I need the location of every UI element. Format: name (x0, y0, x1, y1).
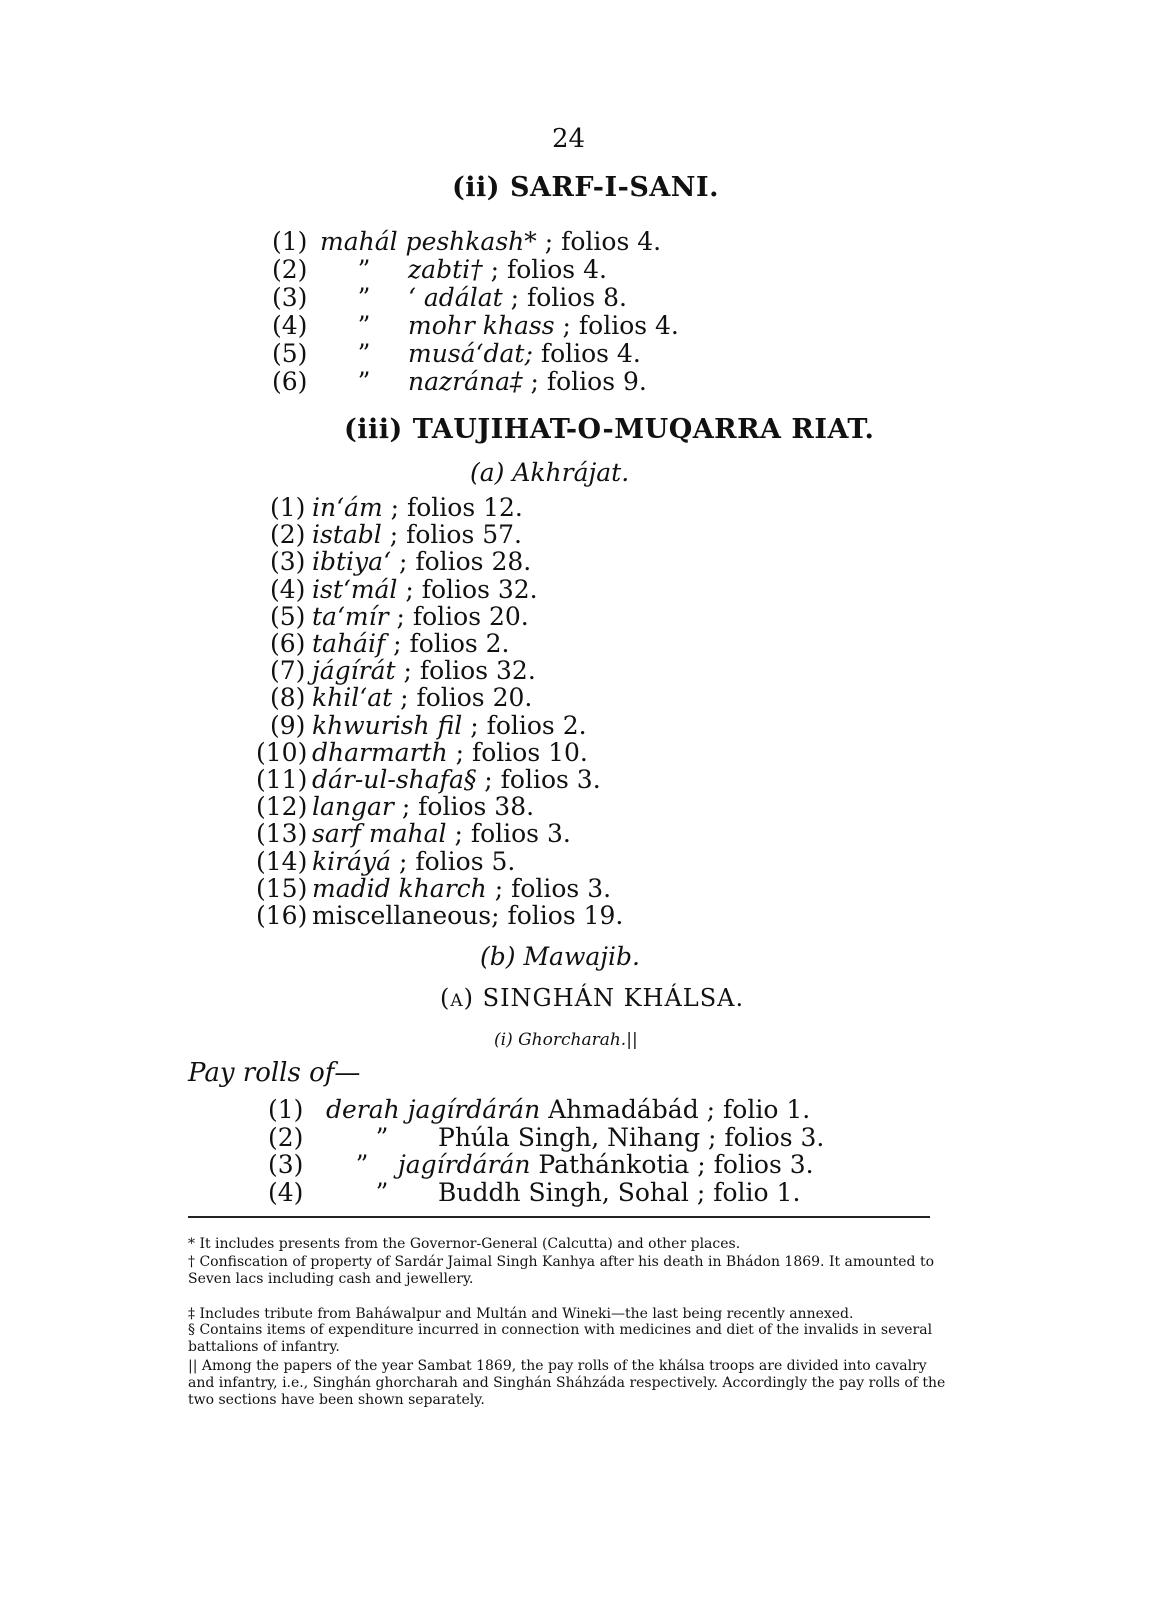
subheading-ghorcharah: (i) Ghorcharah.|| (494, 1030, 638, 1050)
entry-term: dharmarth (312, 737, 456, 767)
ditto-mark: ” (357, 311, 371, 340)
taujihat-entry (270, 548, 531, 576)
entry-folios: ; folios 10. (455, 737, 588, 767)
entry-number: (14) (256, 846, 308, 876)
entry-number: (4) (270, 574, 306, 604)
entry-folios: ; folios 3. (494, 873, 612, 903)
entry-number: (9) (270, 710, 306, 740)
pay-rolls-label: Pay rolls of— (188, 1058, 361, 1088)
entry-number: (2) (270, 520, 306, 550)
entry-term: mahál peshkash* (320, 227, 545, 256)
entry-term: khwurish fil (312, 710, 471, 740)
taujihat-entry (256, 766, 601, 794)
entry-number: (12) (256, 792, 308, 822)
entry-term: derah jagírdárán (326, 1095, 549, 1124)
subheading-mawajib: (b) Mawajib. (480, 942, 640, 971)
entry-folios: ; folios 20. (400, 683, 533, 713)
entry-number: (2) (272, 255, 308, 284)
entry-number: (8) (270, 683, 306, 713)
taujihat-entry (256, 820, 571, 848)
entry-number: (1) (272, 227, 308, 256)
entry-number: (3) (270, 547, 306, 577)
ditto-mark: ” (375, 1177, 389, 1207)
entry-folios: ; folios 4. (544, 227, 662, 256)
entry-term: zabti† (408, 255, 491, 284)
entry-term: ta‘mír (312, 601, 397, 631)
entry-term: jágírát (312, 656, 404, 686)
entry-folios: miscellaneous; folios 19. (312, 901, 624, 930)
entry-number: (2) (268, 1122, 304, 1152)
footnote: ‡ Includes tribute from Baháwalpur and Multán and Wineki—the last being recently annexed. (188, 1306, 854, 1322)
ditto-mark: ” (357, 255, 371, 284)
ditto-mark: ” (357, 367, 371, 396)
entry-number: (15) (256, 873, 308, 903)
entry-number: (16) (256, 901, 308, 930)
ditto-mark: ” (357, 283, 371, 312)
entry-folios: ; folios 28. (398, 547, 532, 577)
entry-number: (13) (256, 819, 308, 849)
footnote: § Contains items of expenditure incurred in connection with medicines and diet of the invalids in several battalions of infantry. (188, 1322, 933, 1355)
entry-folios: ; folios 3. (484, 765, 601, 794)
entry-folios: ; folios 8. (510, 283, 627, 312)
entry-folios: ; folios 9. (530, 367, 647, 396)
entry-number: (11) (256, 765, 308, 794)
entry-term: musá‘dat; (408, 339, 541, 368)
entry-folios: ; folios 32. (405, 574, 538, 604)
sarf-entry (272, 256, 607, 284)
entry-number: (1) (268, 1095, 304, 1124)
taujihat-entry (270, 603, 529, 631)
entry-folios: ; folios 20. (396, 601, 529, 631)
entry-folios: ; folios 5. (398, 846, 516, 876)
entry-term: ‘ adálat (408, 283, 511, 312)
entry-number: (10) (256, 737, 308, 767)
entry-term: ist‘mál (312, 574, 406, 604)
taujihat-entry (256, 739, 588, 767)
ditto-mark: ” (375, 1122, 389, 1152)
taujihat-entry (270, 521, 522, 549)
entry-folios: ; folios 32. (403, 656, 536, 686)
entry-number: (3) (272, 283, 308, 312)
entry-folios: Phúla Singh, Nihang ; folios 3. (438, 1122, 825, 1152)
taujihat-entry (270, 657, 536, 685)
entry-term: langar (312, 792, 402, 822)
entry-folios: ; folios 2. (393, 629, 510, 658)
sarf-entry (272, 312, 679, 340)
entry-number: (3) (268, 1150, 304, 1179)
entry-folios: ; folios 4. (562, 311, 679, 340)
entry-term: mohr khass (408, 311, 563, 340)
sarf-entry (272, 284, 627, 312)
taujihat-entry (270, 494, 523, 522)
payroll-entry (268, 1096, 810, 1124)
entry-folios: ; folios 12. (390, 493, 523, 522)
sarf-entry (272, 340, 641, 368)
entry-number: (5) (270, 601, 306, 631)
sarf-entry (272, 368, 647, 396)
entry-term: kiráyá (312, 846, 399, 876)
entry-number: (7) (270, 656, 306, 686)
entry-term: dár-ul-shafa§ (312, 765, 485, 794)
footnote: || Among the papers of the year Sambat 1869, the pay rolls of the khálsa troops are divided into cavalry and infantry, i.e., Singhán ghorcharah and Singhán Sháhzáda respectively. Accordingly the pay rolls of the two sections have been shown separately. (188, 1358, 946, 1408)
payroll-entry (268, 1151, 814, 1179)
taujihat-entry (256, 875, 611, 903)
entry-folios: folios 4. (540, 339, 641, 368)
footnote: * It includes presents from the Governor-General (Calcutta) and other places. (188, 1236, 741, 1252)
ditto-mark: ” (355, 1150, 369, 1179)
ditto-mark: ” (357, 339, 371, 368)
subheading-singhan-khalsa: (a) SINGHÁN KHÁLSA. (440, 984, 745, 1012)
entry-term: ibtiya‘ (312, 547, 399, 577)
section-heading-sarf: (ii) SARF-I-SANI. (452, 172, 720, 203)
entry-number: (4) (272, 311, 308, 340)
entry-folios: Buddh Singh, Sohal ; folio 1. (438, 1177, 801, 1207)
section-heading-taujihat: (iii) TAUJIHAT-O-MUQARRA RIAT. (344, 414, 875, 445)
payroll-entry (268, 1179, 800, 1207)
entry-term: istabl (312, 520, 390, 550)
entry-number: (6) (270, 629, 306, 658)
entry-number: (5) (272, 339, 308, 368)
entry-folios: ; folios 57. (389, 520, 522, 550)
entry-folios: Pathánkotia ; folios 3. (538, 1150, 814, 1179)
sarf-entry (272, 228, 661, 256)
entry-folios: Ahmadábád ; folio 1. (548, 1095, 811, 1124)
entry-number: (6) (272, 367, 308, 396)
entry-term: nazrána‡ (408, 367, 531, 396)
entry-folios: ; folios 4. (490, 255, 607, 284)
taujihat-entry (256, 902, 623, 930)
entry-term: taháif (312, 629, 394, 658)
taujihat-entry (270, 630, 510, 658)
entry-folios: ; folios 2. (470, 710, 587, 740)
entry-term: jagírdárán (398, 1150, 539, 1179)
page-number: 24 (552, 124, 586, 154)
footnote: † Confiscation of property of Sardár Jaimal Singh Kanhya after his death in Bhádon 1869. It amounted to Seven lacs including cash and jewellery. (188, 1254, 935, 1287)
footnote-rule (188, 1216, 930, 1218)
entry-folios: ; folios 3. (454, 819, 571, 849)
taujihat-entry (270, 684, 532, 712)
entry-term: khil‘at (312, 683, 401, 713)
taujihat-entry (256, 793, 534, 821)
entry-term: sarf mahal (312, 819, 455, 849)
payroll-entry (268, 1124, 824, 1152)
entry-number: (1) (270, 493, 306, 522)
taujihat-entry (256, 848, 515, 876)
entry-number: (4) (268, 1177, 304, 1207)
taujihat-entry (270, 576, 538, 604)
entry-folios: ; folios 38. (401, 792, 535, 822)
entry-term: in‘ám (312, 493, 391, 522)
taujihat-entry (270, 712, 587, 740)
subheading-akhrajat: (a) Akhrájat. (470, 458, 630, 487)
entry-term: madid kharch (312, 873, 495, 903)
